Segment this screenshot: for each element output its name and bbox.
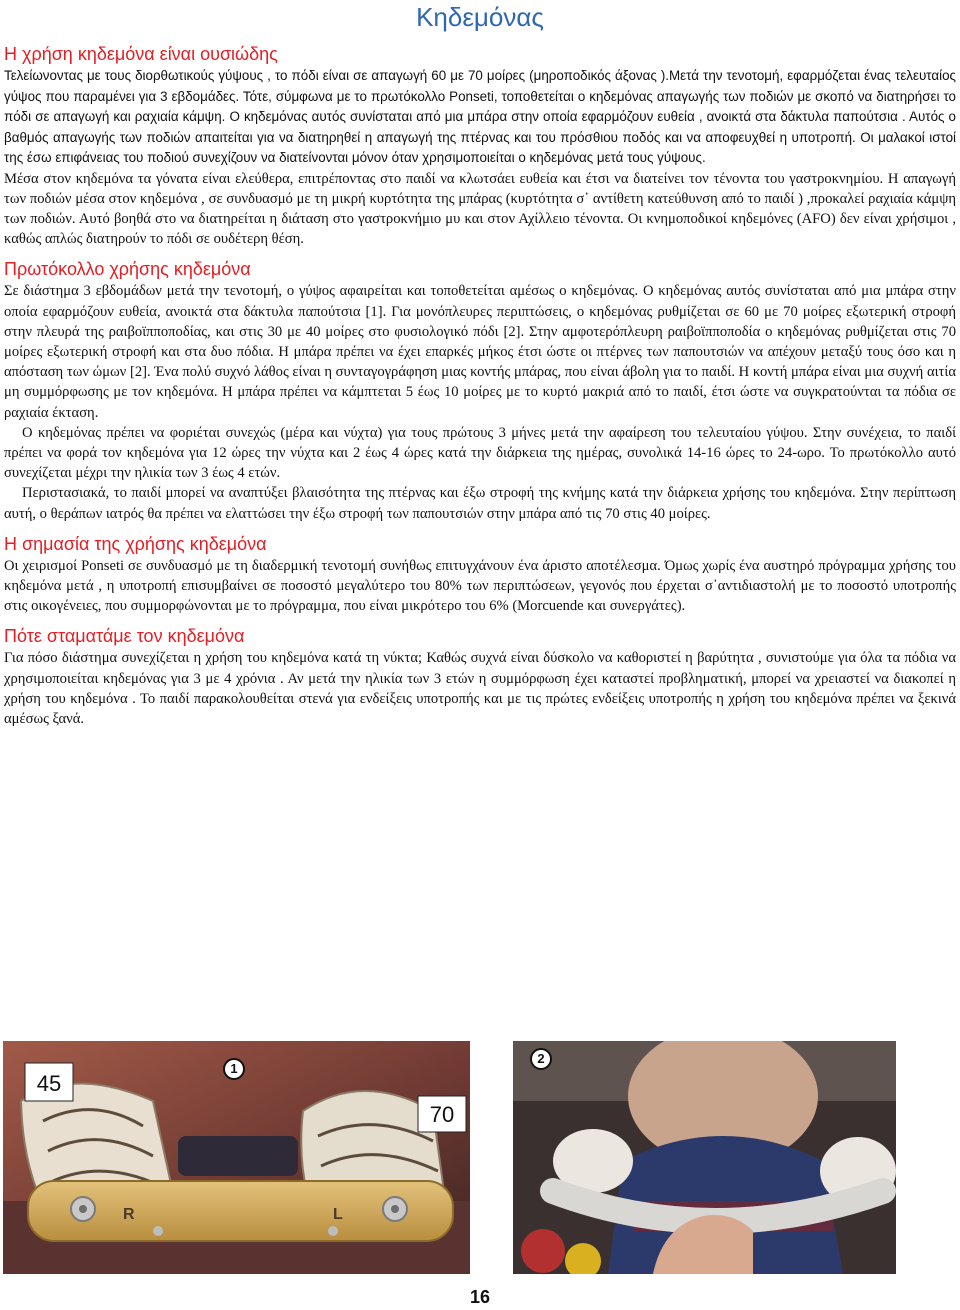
figure-2-badge: 2 [530, 1048, 552, 1070]
page-title: Κηδεμόνας [416, 2, 544, 32]
paragraph: Μέσα στον κηδεμόνα τα γόνατα είναι ελεύθερα, επιτρέποντας στο παιδί να κλωτσάει ευθεία και έτσι να διατείνει τον τένοντα του γαστροκνημίου. Η απαγωγή των ποδιών μέσα στον κηδεμόνα , σε συνδυασμό με τη μικρή κυρτότητα της μπάρας (κυρτότητα σ᾽ αντίθετη κατεύθυνση από το παιδί ) ,προκαλεί ραχιαία κάμψη των ποδιών. Αυτό βοηθά στο να διατηρείται η διάταση στο γαστροκνήμιο μυ και στον Αχίλλειο τένοντα. Οι κνημοποδικοί κηδεμόνες (AFO) δεν είναι χρήσιμοι , καθώς απλώς διατηρούν το πόδι σε ουδέτερη θέση. [4, 170, 956, 248]
paragraph: Σε διάστημα 3 εβδομάδων μετά την τενοτομή, ο γύψος αφαιρείται και τοποθετείται αμέσως ο κηδεμόνας. Ο κηδεμόνας αυτός συνίσταται από μια μπάρα στην οποία εφαρμόζουν ευθεία, ανοικτά στα δάκτυλα παπούτσια [1]. Για μονόπλευρες περιπτώσεις, ο κηδεμόνας ρυθμίζεται σε 60 με 70 μοίρες εξωτερική στροφή στην πλευρά της ραιβοϊπποποδίας, και στις 30 με 40 μοίρες στο φυσιολογικό πόδι [2]. Στην αμφοτερόπλευρη ραιβοϊπποποδία ο κηδεμόνας ρυθμίζεται στις 70 μοίρες εξωτερική στροφή και στα δυο πόδια. Η μπάρα πρέπει να έχει επαρκές μήκος έτσι ώστε οι πτέρνες των παπουτσιών να απέχουν μεταξύ τους όσο και η απόσταση των ώμων [2]. Ένα πολύ συχνό λάθος είναι η συνταγογράφηση μιας κοντής μπάρας, που είναι άβολη για το παιδί. Η κοντή μπάρα είναι μια συχνή αιτία μη συμμόρφωσης με τον κηδεμόνα. Η μπάρα πρέπει να κάμπτεται 5 έως 10 μοίρες με το κυρτό μακριά από το παιδί, έτσι ώστε να συγκρατούνται τα πόδια σε ραχιαία έκταση. [4, 283, 956, 421]
document-body [4, 42, 956, 729]
section-heading: Η σημασία της χρήσης κηδεμόνα [4, 533, 267, 554]
paragraph: Τελείωνοντας με τους διορθωτικούς γύψους , το πόδι είναι σε απαγωγή 60 με 70 μοίρες (μηροποδικός άξονας ).Μετά την τενοτομή, εφαρμόζεται ένας τελευταίος γύψος που παραμένει για 3 εβδομάδες. Τότε, σύμφωνα με το πρωτόκολλο Ponseti, τοποθετείται ο κηδεμόνας απαγωγής των ποδιών με σκοπό να διατηρήσει το πόδι σε απαγωγή και ραχιαία κάμψη. Ο κηδεμόνας αυτός συνίσταται από μια μπάρα στην οποία εφαρμόζουν ευθεία , ανοικτά στα δάκτυλα παπούτσια . Αυτός ο βαθμός απαγωγής των ποδιών απαιτείται για να διατηρηθεί η απαγωγή της πτέρνας και του πρόσθιου ποδός και να αποφευχθεί η υποτροπή. Οι μαλακοί ιστοί της έσω επιφάνειας του ποδιού συνεχίζουν να διατείνονται μόνον όταν χρησιμοποιείται ο κηδεμόνας μετά τους γύψους. [4, 68, 956, 165]
angle-label-right: 70 [429, 1102, 455, 1127]
figure-1-badge: 1 [223, 1058, 245, 1080]
section-brace-importance [4, 532, 956, 617]
paragraph: Για πόσο διάστημα συνεχίζεται η χρήση του κηδεμόνα κατά τη νύκτα; Καθώς συχνά είναι δύσκολο να καθοριστεί η βαρύτητα , συνιστούμε για όλα τα πόδια να χρησιμοποιείται κηδεμόνας για 3 με 4 χρόνια . Αν μετά την ηλικία των 3 ετών η συμμόρφωση έχει καταστεί προβληματική, μπορεί να χρειαστεί να διακοπεί η χρήση του κηδεμόνα . Το παιδί παρακολουθείται στενά για ενδείξεις υποτροπής και με τις πρώτες ενδείξεις υποτροπής η χρήση του κηδεμόνα πρέπει να ξεκινά αμέσως ξανά. [4, 650, 956, 727]
paragraph: Οι χειρισμοί Ponseti σε συνδυασμό με τη διαδερμική τενοτομή συνήθως επιτυγχάνουν ένα άριστο αποτέλεσμα. Όμως χωρίς ένα αυστηρό πρόγραμμα χρήσης του κηδεμόνα μετά , η υποτροπή επισυμβαίνει σε ποσοστό μεγαλύτερο του 80% των περιπτώσεων, γεγονός που έρχεται σ᾽αντιδιαστολή με το ποσοστό υποτροπής στις οικογένειες, που συμμορφώνονται με το πρόγραμμα, που είναι μικρότερο του 6% (Morcuende και συνεργάτες). [4, 557, 956, 615]
section-heading: Πότε σταματάμε τον κηδεμόνα [4, 626, 245, 647]
page-number: 16 [469, 1287, 491, 1307]
figure-2-child-photo [513, 1041, 896, 1274]
section-brace-stopping [4, 624, 956, 729]
paragraph: Ο κηδεμόνας πρέπει να φοριέται συνεχώς (μέρα και νύχτα) για τους πρώτους 3 μήνες μετά την αφαίρεση του τελευταίου γύψου. Στην συνέχεια, το παιδί πρέπει να φορά τον κηδεμόνα για 12 ώρες την νύχτα και 2 έως 4 ώρες κατά την διάρκεια της ημέρας, συνολικά 14-16 ώρες το 24-ωρο. Το πρωτόκολλο αυτό συνεχίζεται μέχρι την ηλικία των 3 έως 4 ετών. [4, 424, 956, 482]
shoe-letter-left-foot: L [333, 1206, 343, 1223]
section-brace-essential [4, 42, 956, 249]
section-heading: Πρωτόκολλο χρήσης κηδεμόνα [4, 259, 251, 280]
section-brace-protocol [4, 257, 956, 523]
abduction-bar [28, 1181, 453, 1241]
shoe-letter-right-foot: R [123, 1206, 135, 1223]
angle-label-left: 45 [36, 1071, 62, 1096]
child-illustration [513, 1041, 896, 1274]
section-heading: Η χρήση κηδεμόνα είναι ουσιώδης [4, 44, 278, 64]
paragraph: Περιστασιακά, το παιδί μπορεί να αναπτύξει βλαισότητα της πτέρνας και έξω στροφή της κνήμης κατά την διάρκεια χρήσης του κηδεμόνα. Στην περίπτωση αυτή, ο θεράπων ιατρός θα πρέπει να ελαττώσει την έξω στροφή των παπουτσιών στην μπάρα από τις 70 στις 40 μοίρες. [4, 485, 956, 522]
